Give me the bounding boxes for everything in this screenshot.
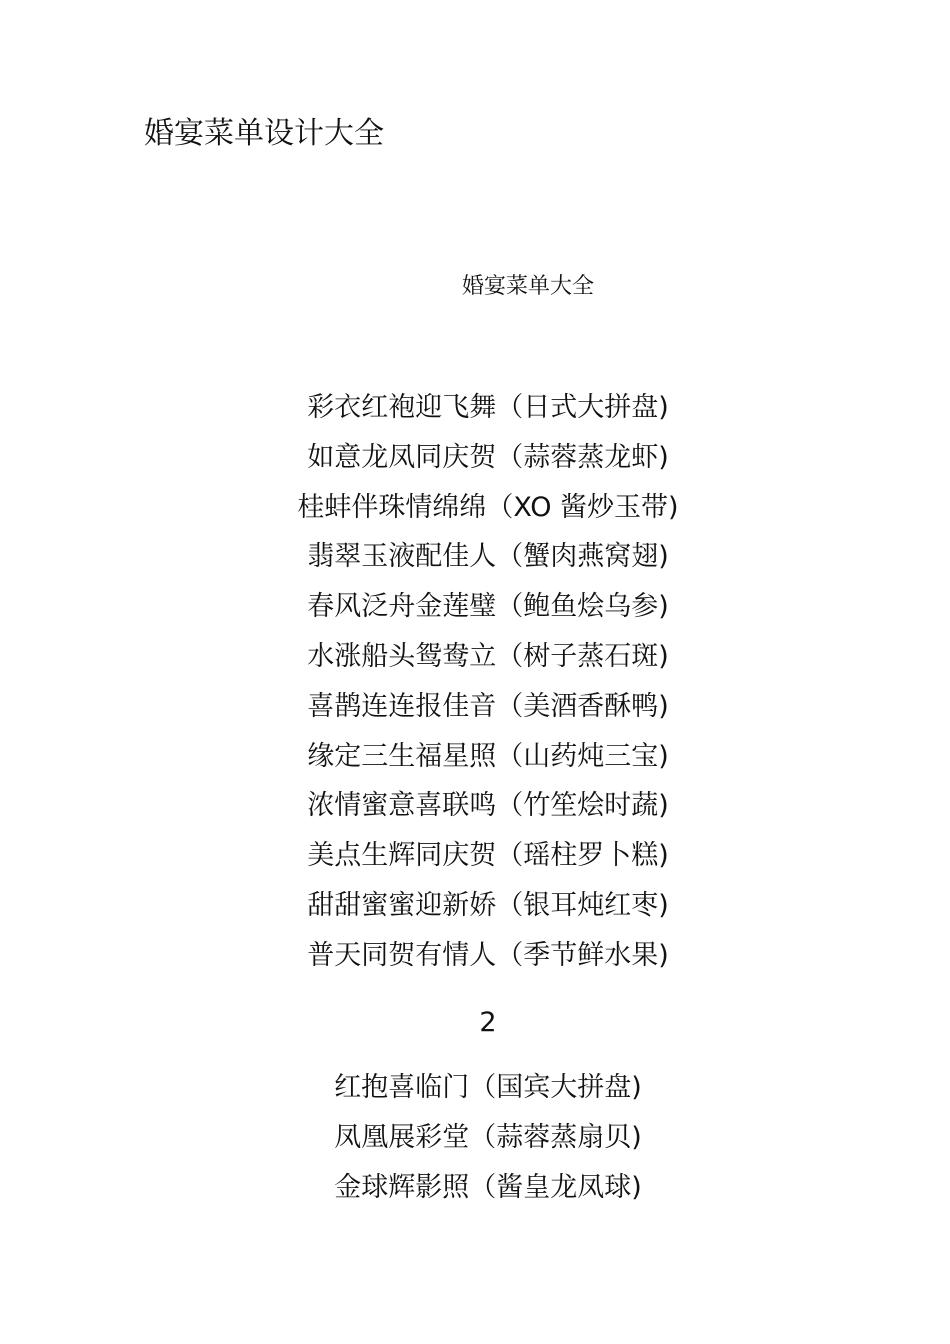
menu-item: 喜鹊连连报佳音（美酒香酥鸭) — [307, 690, 669, 722]
menu-item: 红抱喜临门（国宾大拼盘) — [334, 1072, 642, 1103]
menu-item: 如意龙凤同庆贺（蒜蓉蒸龙虾) — [307, 441, 669, 473]
menu-item: 彩衣红袍迎飞舞（日式大拼盘) — [307, 392, 669, 423]
menu-item: 浓情蜜意喜联鸣（竹笙烩时蔬) — [307, 790, 669, 822]
menu-item: 凤凰展彩堂（蒜蓉蒸扇贝) — [334, 1122, 642, 1153]
menu-list-1 — [0, 388, 950, 986]
menu-item: 美点生辉同庆贺（瑶柱罗卜糕) — [307, 840, 669, 872]
menu-item: 缘定三生福星照（山药炖三宝) — [307, 740, 669, 772]
menu-item: 桂蚌伴珠情绵绵（XO 酱炒玉带) — [297, 491, 679, 523]
menu-item: 翡翠玉液配佳人（蟹肉燕窝翅) — [307, 541, 669, 573]
section-number: 2 — [479, 1007, 497, 1038]
menu-item: 春风泛舟金莲璧（鲍鱼烩乌参) — [307, 591, 669, 623]
document-title: 婚宴菜单设计大全 — [144, 116, 384, 151]
menu-subtitle: 婚宴菜单大全 — [461, 274, 594, 299]
menu-item: 甜甜蜜蜜迎新娇（银耳炖红枣) — [307, 889, 669, 921]
menu-item: 普天同贺有情人（季节鲜水果) — [307, 939, 669, 971]
menu-list-2 — [0, 1068, 950, 1218]
menu-item: 水涨船头鸳鸯立（树子蒸石斑) — [307, 640, 669, 672]
menu-item: 金球辉影照（酱皇龙凤球) — [334, 1172, 642, 1203]
